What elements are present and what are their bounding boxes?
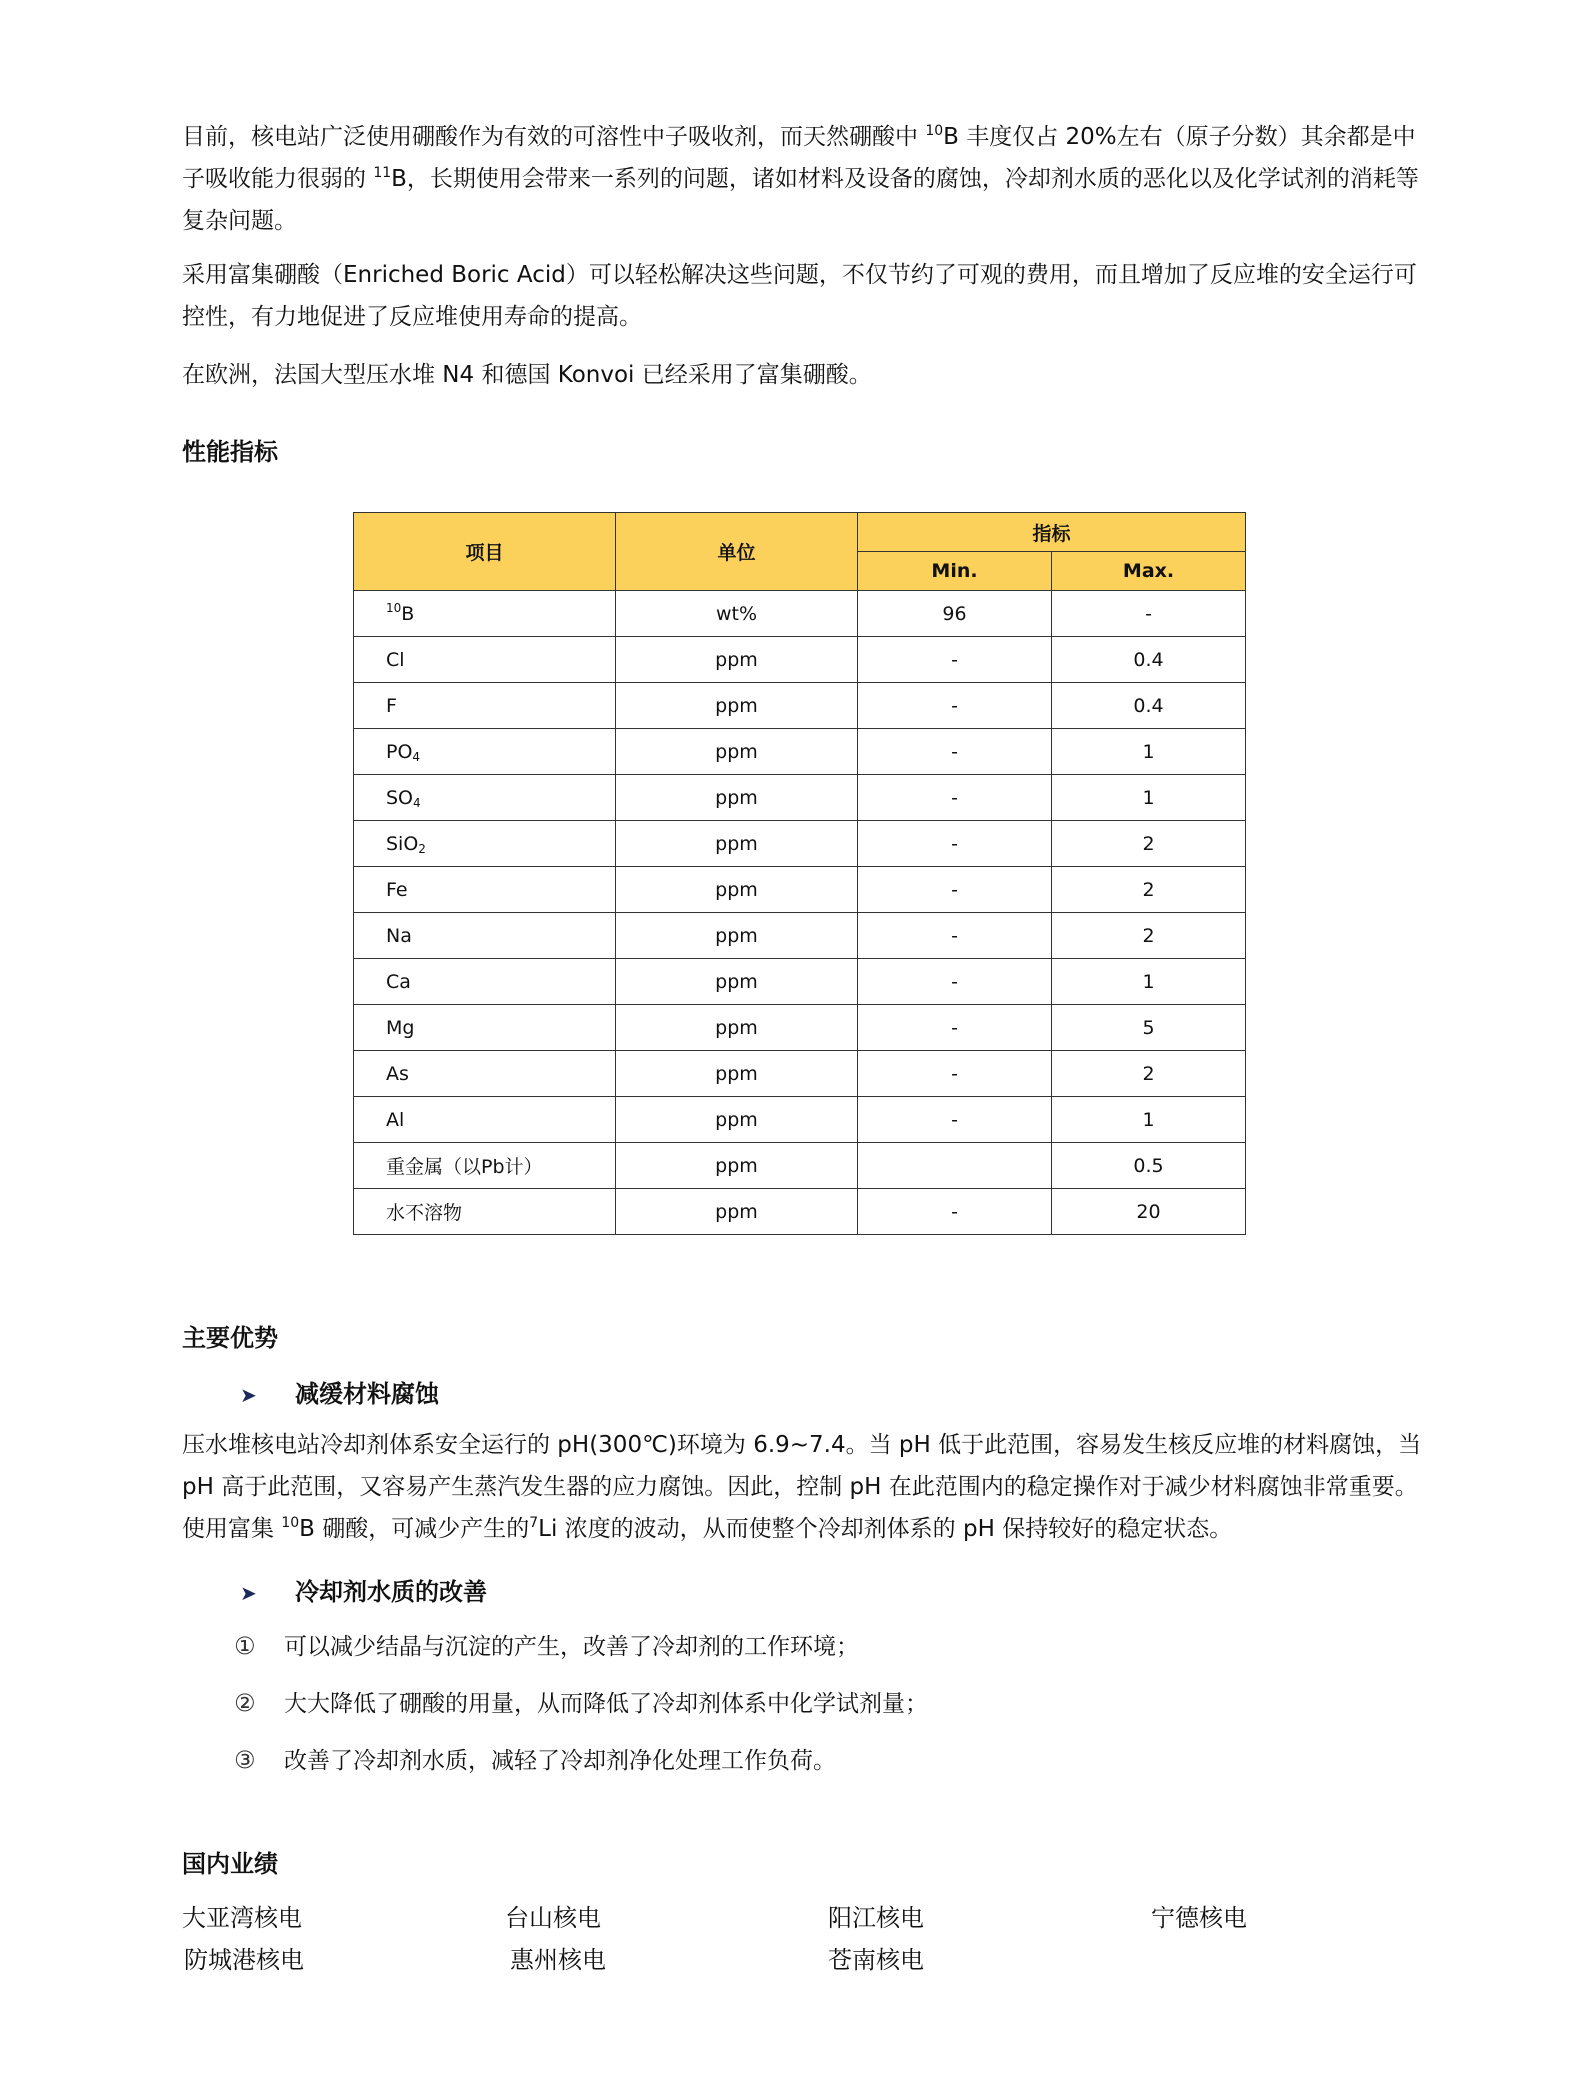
table-row — [354, 591, 1246, 637]
plant-name: 阳江核电 — [828, 1904, 924, 1932]
cell-min: - — [858, 1097, 1052, 1143]
header-min: Min. — [858, 552, 1052, 591]
item-name: F — [386, 694, 397, 717]
text-run: B 丰度仅占 20%左右（原子分数）其余都是中子吸收能力很弱的 — [182, 124, 1416, 192]
list-number: ② — [234, 1689, 256, 1717]
cell-min: - — [858, 775, 1052, 821]
superscript: 11 — [373, 165, 392, 181]
cell-unit: ppm — [616, 1189, 858, 1235]
text-run: Li 浓度的波动，从而使整个冷却剂体系的 pH 保持较好的稳定状态。 — [538, 1516, 1233, 1542]
list-number: ① — [234, 1632, 256, 1660]
item-name: PO — [386, 740, 413, 763]
cell-min: - — [858, 959, 1052, 1005]
cell-unit: ppm — [616, 729, 858, 775]
cell-max: 0.5 — [1052, 1143, 1246, 1189]
cell-min: - — [858, 729, 1052, 775]
cell-min: - — [858, 683, 1052, 729]
cell-item — [354, 683, 616, 729]
cell-max: - — [1052, 591, 1246, 637]
cell-min: - — [858, 637, 1052, 683]
cell-max: 2 — [1052, 867, 1246, 913]
cell-unit: ppm — [616, 1005, 858, 1051]
plant-name: 大亚湾核电 — [182, 1904, 302, 1932]
cell-min: - — [858, 913, 1052, 959]
text-run: 压水堆核电站冷却剂体系安全运行的 pH(300℃)环境为 6.9~7.4。当 pH 低于此范围，容易发生核反应堆的材料腐蚀，当 pH 高于此范围，又容易产生蒸汽发生器的应力腐蚀。因此，控制 pH 在此范围内的稳定操作对于减少材料腐蚀非常重要。使用富集 — [182, 1432, 1422, 1542]
superscript: 7 — [529, 1515, 539, 1531]
cell-max: 1 — [1052, 1097, 1246, 1143]
corrosion-paragraph — [182, 1424, 1422, 1550]
cell-unit: ppm — [616, 1143, 858, 1189]
superscript: 10 — [925, 123, 944, 139]
list-text: 大大降低了硼酸的用量，从而降低了冷却剂体系中化学试剂量； — [284, 1691, 928, 1717]
arrow-bullet-icon: ➤ — [240, 1383, 257, 1407]
intro-paragraph-3: 在欧洲，法国大型压水堆 N4 和德国 Konvoi 已经采用了富集硼酸。 — [182, 362, 872, 388]
text-run: B 硼酸，可减少产生的 — [299, 1516, 530, 1542]
cell-max: 2 — [1052, 821, 1246, 867]
list-item — [234, 1742, 836, 1775]
list-item — [234, 1628, 859, 1661]
table-row — [354, 1189, 1246, 1235]
cell-min: - — [858, 867, 1052, 913]
cell-unit: ppm — [616, 821, 858, 867]
cell-item — [354, 729, 616, 775]
table-row — [354, 1005, 1246, 1051]
intro-paragraph-1 — [182, 116, 1422, 242]
cell-max: 1 — [1052, 729, 1246, 775]
item-name: Cl — [386, 648, 405, 671]
text-run: B，长期使用会带来一系列的问题，诸如材料及设备的腐蚀，冷却剂水质的恶化以及化学试剂的消耗等复杂问题。 — [182, 166, 1419, 234]
cell-min: - — [858, 821, 1052, 867]
item-name: SiO — [386, 832, 419, 855]
item-name: Ca — [386, 970, 411, 993]
cell-max: 2 — [1052, 913, 1246, 959]
item-name: SO — [386, 786, 414, 809]
list-text: 改善了冷却剂水质，减轻了冷却剂净化处理工作负荷。 — [284, 1748, 836, 1774]
advantages-heading: 主要优势 — [182, 1324, 278, 1352]
performance-heading: 性能指标 — [182, 438, 278, 466]
cell-item — [354, 867, 616, 913]
cell-max: 20 — [1052, 1189, 1246, 1235]
superscript: 10 — [386, 600, 402, 615]
header-spec: 指标 — [858, 513, 1246, 552]
plant-name: 防城港核电 — [184, 1946, 304, 1974]
plant-name: 惠州核电 — [510, 1946, 606, 1974]
header-item: 项目 — [354, 513, 616, 591]
header-max: Max. — [1052, 552, 1246, 591]
cell-min — [858, 1143, 1052, 1189]
intro-paragraph-2: 采用富集硼酸（Enriched Boric Acid）可以轻松解决这些问题，不仅节约了可观的费用，而且增加了反应堆的安全运行可控性，有力地促进了反应堆使用寿命的提高。 — [182, 262, 1417, 330]
table-row — [354, 959, 1246, 1005]
cell-unit: ppm — [616, 1097, 858, 1143]
item-name: Al — [386, 1108, 405, 1131]
cell-max: 0.4 — [1052, 683, 1246, 729]
cell-unit: ppm — [616, 959, 858, 1005]
cell-min: 96 — [858, 591, 1052, 637]
item-name: As — [386, 1062, 409, 1085]
cell-item — [354, 821, 616, 867]
cell-item — [354, 637, 616, 683]
table-row — [354, 637, 1246, 683]
cell-item — [354, 591, 616, 637]
plant-name: 苍南核电 — [828, 1946, 924, 1974]
subheading-coolant — [240, 1572, 487, 1607]
cell-unit: ppm — [616, 1051, 858, 1097]
cell-min: - — [858, 1189, 1052, 1235]
cell-item — [354, 1005, 616, 1051]
cell-unit: ppm — [616, 683, 858, 729]
subheading-text: 减缓材料腐蚀 — [295, 1380, 439, 1408]
cell-item — [354, 1097, 616, 1143]
subscript: 2 — [418, 841, 426, 856]
cell-min: - — [858, 1005, 1052, 1051]
table-row — [354, 1097, 1246, 1143]
text-run: 目前，核电站广泛使用硼酸作为有效的可溶性中子吸收剂，而天然硼酸中 — [182, 124, 926, 150]
cell-item — [354, 775, 616, 821]
cell-min: - — [858, 1051, 1052, 1097]
table-row — [354, 683, 1246, 729]
table-row — [354, 867, 1246, 913]
cell-max: 5 — [1052, 1005, 1246, 1051]
table-row — [354, 913, 1246, 959]
list-item — [234, 1685, 928, 1718]
spec-table — [353, 512, 1246, 1235]
header-unit: 单位 — [616, 513, 858, 591]
item-name: B — [401, 602, 415, 625]
plant-name: 宁德核电 — [1151, 1904, 1247, 1932]
cell-max: 1 — [1052, 959, 1246, 1005]
cell-unit: wt% — [616, 591, 858, 637]
cell-max: 1 — [1052, 775, 1246, 821]
subscript: 4 — [413, 795, 421, 810]
cell-max: 2 — [1052, 1051, 1246, 1097]
cell-unit: ppm — [616, 913, 858, 959]
plant-name: 台山核电 — [505, 1904, 601, 1932]
cell-item — [354, 1051, 616, 1097]
cell-item — [354, 913, 616, 959]
item-name: Fe — [386, 878, 408, 901]
cell-item — [354, 1143, 616, 1189]
cell-unit: ppm — [616, 775, 858, 821]
cell-max: 0.4 — [1052, 637, 1246, 683]
domestic-heading: 国内业绩 — [182, 1850, 278, 1878]
list-text: 可以减少结晶与沉淀的产生，改善了冷却剂的工作环境； — [284, 1634, 859, 1660]
table-row — [354, 821, 1246, 867]
spec-table-body — [354, 591, 1246, 1235]
subheading-text: 冷却剂水质的改善 — [295, 1578, 487, 1606]
table-row — [354, 729, 1246, 775]
cell-item — [354, 959, 616, 1005]
arrow-bullet-icon: ➤ — [240, 1581, 257, 1605]
item-name: 水不溶物 — [386, 1202, 463, 1224]
item-name: Na — [386, 924, 412, 947]
item-name: Mg — [386, 1016, 415, 1039]
cell-unit: ppm — [616, 637, 858, 683]
table-row — [354, 775, 1246, 821]
list-number: ③ — [234, 1746, 256, 1774]
cell-item — [354, 1189, 616, 1235]
subheading-corrosion — [240, 1374, 439, 1409]
table-row — [354, 1143, 1246, 1189]
table-row — [354, 1051, 1246, 1097]
item-name: 重金属（以Pb计） — [386, 1156, 543, 1178]
superscript: 10 — [281, 1515, 300, 1531]
subscript: 4 — [412, 749, 421, 764]
cell-unit: ppm — [616, 867, 858, 913]
